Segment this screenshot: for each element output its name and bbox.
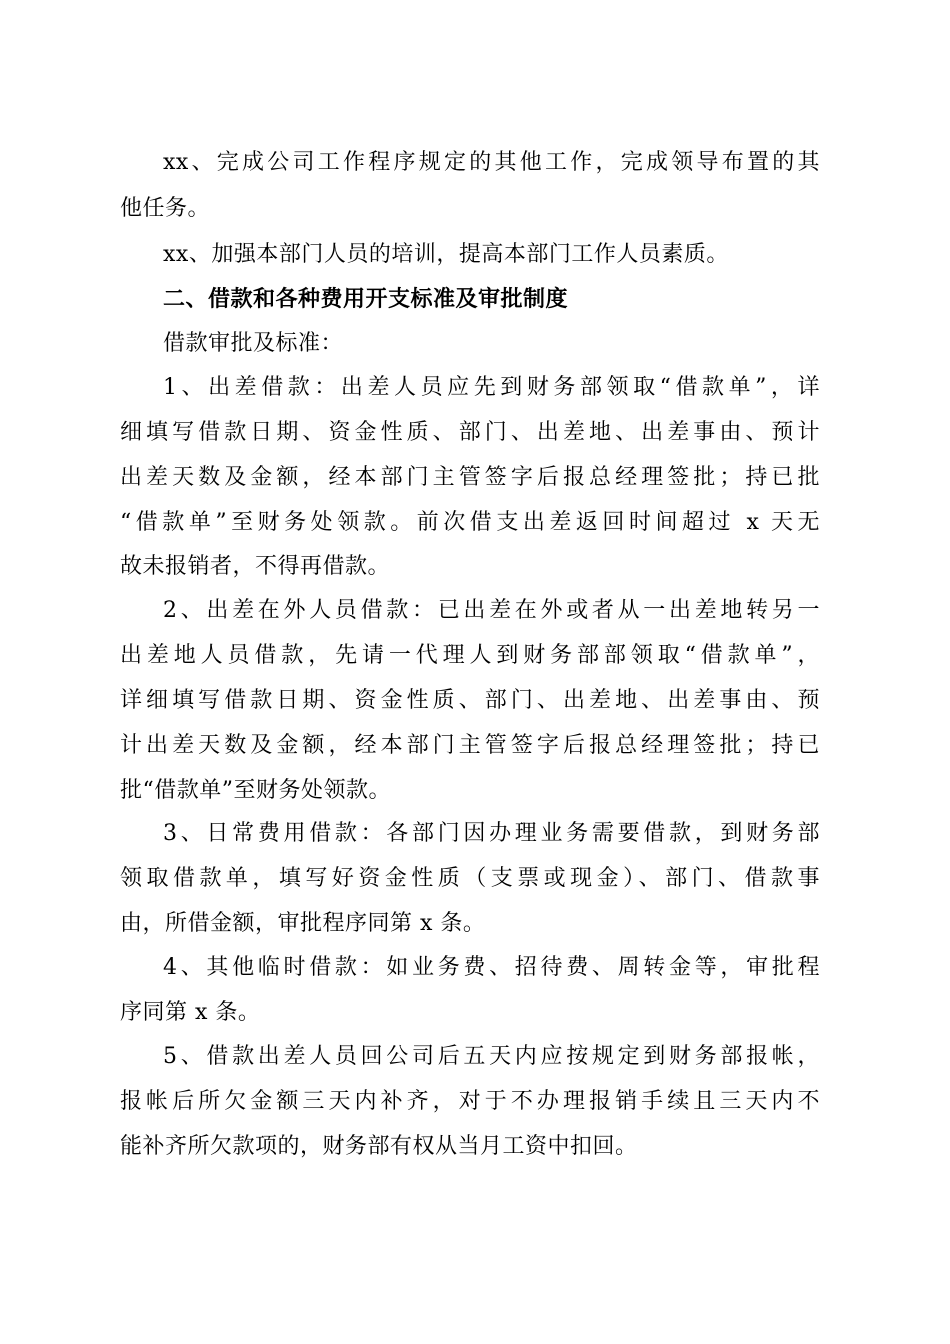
paragraph-line: 借款审批及标准： [163,331,344,356]
list-item-line: 能补齐所欠款项的，财务部有权从当月工资中扣回。 [120,1134,638,1159]
list-item-line: 序同第 x 条。 [120,1000,261,1025]
list-item-line: 详细填写借款日期、资金性质、部门、出差地、出差事由、预 [120,688,820,713]
list-item-line: 细填写借款日期、资金性质、部门、出差地、出差事由、预计 [120,420,820,445]
list-item-line: “借款单”至财务处领款。前次借支出差返回时间超过 x 天无 [120,510,820,535]
list-item-line: 2、出差在外人员借款：已出差在外或者从一出差地转另一 [163,598,820,623]
list-item-line: 领取借款单，填写好资金性质（支票或现金）、部门、借款事 [120,866,820,891]
list-item-line: 出差天数及金额，经本部门主管签字后报总经理签批；持已批 [120,465,820,490]
list-item-line: 出差地人员借款，先请一代理人到财务部部领取“借款单”， [120,643,820,668]
paragraph-line: xx、完成公司工作程序规定的其他工作，完成领导布置的其 [163,150,820,175]
list-item-line: 计出差天数及金额，经本部门主管签字后报总经理签批；持已 [120,733,820,758]
list-item-line: 报帐后所欠金额三天内补齐，对于不办理报销手续且三天内不 [120,1089,820,1114]
list-item-line: 故未报销者，不得再借款。 [120,554,391,579]
list-item-line: 4、其他临时借款：如业务费、招待费、周转金等，审批程 [163,955,820,980]
section-heading: 二、借款和各种费用开支标准及审批制度 [163,287,569,312]
list-item-line: 3、日常费用借款：各部门因办理业务需要借款，到财务部 [163,821,820,846]
list-item-line: 由，所借金额，审批程序同第 x 条。 [120,911,486,936]
paragraph-line: 他任务。 [120,196,211,221]
paragraph-line: xx、加强本部门人员的培训，提高本部门工作人员素质。 [163,242,729,267]
list-item-line: 批“借款单”至财务处领款。 [120,778,391,803]
list-item-line: 5、借款出差人员回公司后五天内应按规定到财务部报帐， [163,1044,820,1069]
list-item-line: 1、出差借款：出差人员应先到财务部领取“借款单”，详 [163,375,820,400]
